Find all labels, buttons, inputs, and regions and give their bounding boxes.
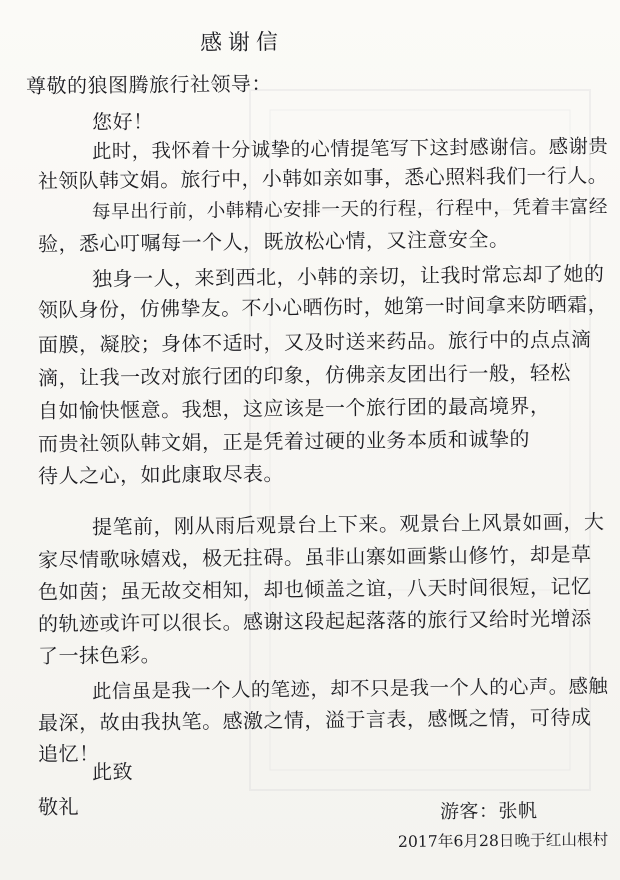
letter-line: 社领队韩文娟。旅行中，小韩如亲如事，悉心照料我们一行人。: [37, 164, 609, 193]
letter-line: 每早出行前，小韩精心安排一天的行程，行程中，凭着丰富经: [91, 196, 609, 223]
letter-line: 追忆！: [37, 741, 100, 766]
letter-line: 待人之心，如此康取尽表。: [37, 461, 285, 488]
letter-line: 领队身份，仿佛挚友。不小心晒伤时，她第一时间拿来防晒霜，: [37, 293, 609, 322]
letter-signature: 游客：张帆: [439, 799, 538, 823]
letter-line: 色如茵；虽无故交相知，却也倾盖之谊，八天时间很短，记忆: [37, 574, 592, 604]
letter-date: 2017年6月28日晚于红山根村: [397, 829, 609, 851]
letter-line: 此信虽是我一个人的笔迹，却不只是我一个人的心声。感触: [91, 674, 609, 703]
letter-salutation: 尊敬的狼图腾旅行社领导：: [25, 71, 273, 98]
letter-line: 了一抹色彩。: [37, 642, 162, 668]
letter-line: 面膜，凝胶；身体不适时，又及时送来药品。旅行中的点点滴: [37, 327, 592, 357]
letter-line: 的轨迹或许可以很长。感谢这段起起落落的旅行又给时光增添: [37, 606, 592, 636]
letter-line: 家尽情歌咏嬉戏，极无拄碍。虽非山寨如画紫山修竹，却是草: [37, 542, 592, 572]
letter-title: 感谢信: [199, 30, 285, 56]
letter-line: 自如愉快惬意。我想，这应该是一个旅行团的最高境界，: [37, 393, 551, 423]
letter-line: 独身一人，来到西北，小韩的亲切，让我时常忘却了她的: [91, 261, 605, 291]
letter-line: 此时，我怀着十分诚挚的心情提笔写下这封感谢信。感谢贵: [91, 134, 609, 163]
letter-closing-2: 敬礼: [37, 794, 80, 819]
letter-greeting: 您好！: [91, 109, 154, 134]
letter-closing-1: 此致: [91, 759, 134, 784]
letter-line: 提笔前，刚从雨后观景台上下来。观景台上风景如画，大: [91, 509, 605, 539]
letter-line: 最深，故由我执笔。感激之情，溢于言表，感慨之情，可待成: [37, 705, 592, 735]
letter-line: 验，悉心叮嘱每一个人，既放松心情，又注意安全。: [37, 227, 510, 256]
letter-line: 滴，让我一改对旅行团的印象，仿佛亲友团出行一般，轻松: [37, 360, 572, 390]
letter-line: 而贵社领队韩文娟，正是凭着过硬的业务本质和诚挚的: [37, 426, 531, 456]
